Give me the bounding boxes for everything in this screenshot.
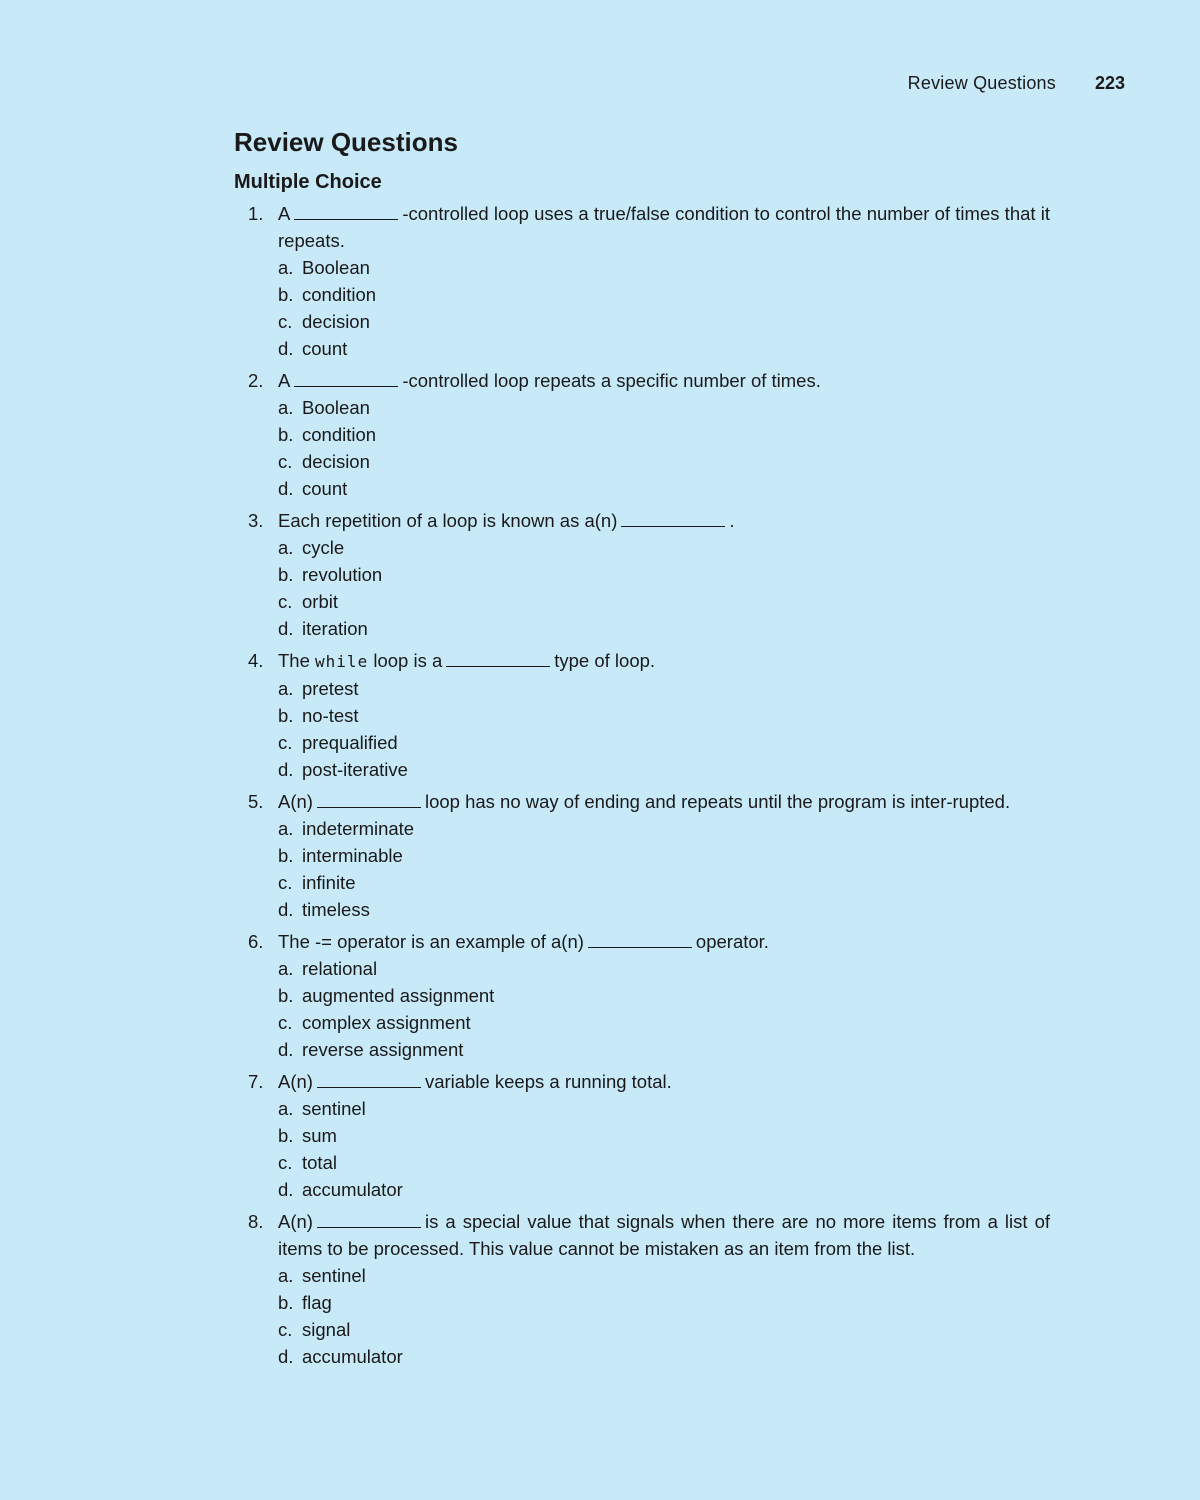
stem-text: -controlled loop uses a true/false condition to control the number of times that it repeats. <box>278 203 1050 251</box>
option-letter: b. <box>278 1125 294 1146</box>
stem-text: A(n) <box>278 1071 313 1092</box>
question-6 <box>234 928 1050 1063</box>
option-letter: b. <box>278 845 294 866</box>
option-letter: d. <box>278 618 294 639</box>
answer-blank <box>294 370 398 387</box>
option-item <box>278 1122 1050 1149</box>
option-text: sentinel <box>302 1265 366 1286</box>
option-item <box>278 281 1050 308</box>
option-item <box>278 475 1050 502</box>
option-text: total <box>302 1152 337 1173</box>
option-text: augmented assignment <box>302 985 495 1006</box>
question-number: 2. <box>248 370 264 391</box>
question-5 <box>234 788 1050 923</box>
option-item <box>278 1262 1050 1289</box>
option-item <box>278 308 1050 335</box>
question-1 <box>234 200 1050 362</box>
option-letter: a. <box>278 678 294 699</box>
option-letter: c. <box>278 451 293 472</box>
option-letter: d. <box>278 759 294 780</box>
option-letter: a. <box>278 257 294 278</box>
option-item <box>278 955 1050 982</box>
option-text: infinite <box>302 872 356 893</box>
question-number: 5. <box>248 791 264 812</box>
question-stem <box>278 200 1050 254</box>
question-stem <box>278 788 1050 815</box>
option-list <box>278 815 1050 923</box>
option-letter: d. <box>278 338 294 359</box>
option-text: relational <box>302 958 378 979</box>
stem-text: A <box>278 370 291 391</box>
question-2 <box>234 367 1050 502</box>
option-item <box>278 335 1050 362</box>
option-item <box>278 1149 1050 1176</box>
option-letter: b. <box>278 284 294 305</box>
question-number: 6. <box>248 931 264 952</box>
option-item <box>278 869 1050 896</box>
page-content <box>234 124 1050 1375</box>
question-number: 8. <box>248 1211 264 1232</box>
question-4 <box>234 647 1050 783</box>
option-letter: b. <box>278 564 294 585</box>
option-item <box>278 815 1050 842</box>
option-text: no-test <box>302 705 359 726</box>
option-item <box>278 254 1050 281</box>
option-item <box>278 1316 1050 1343</box>
option-item <box>278 1009 1050 1036</box>
option-item <box>278 1176 1050 1203</box>
stem-text: The <box>278 650 310 671</box>
stem-text: Each repetition of a loop is known as a(n) <box>278 510 618 531</box>
option-item <box>278 448 1050 475</box>
option-list <box>278 1095 1050 1203</box>
stem-text: operator. <box>695 931 769 952</box>
section-title: Review Questions <box>234 127 458 157</box>
option-list <box>278 1262 1050 1370</box>
answer-blank <box>446 650 550 667</box>
option-text: count <box>302 478 348 499</box>
code-keyword: while <box>315 652 369 671</box>
option-text: reverse assignment <box>302 1039 464 1060</box>
option-item <box>278 702 1050 729</box>
option-letter: d. <box>278 1179 294 1200</box>
question-number: 4. <box>248 650 264 671</box>
stem-text: -controlled loop repeats a specific number of times. <box>402 370 821 391</box>
stem-text: type of loop. <box>554 650 656 671</box>
option-item <box>278 534 1050 561</box>
option-text: complex assignment <box>302 1012 471 1033</box>
option-letter: c. <box>278 732 293 753</box>
question-stem <box>278 1068 1050 1095</box>
option-text: indeterminate <box>302 818 415 839</box>
question-8 <box>234 1208 1050 1370</box>
option-item <box>278 982 1050 1009</box>
question-stem <box>278 507 1050 534</box>
stem-text: loop has no way of ending and repeats until the program is inter-rupted. <box>424 791 1011 812</box>
page-number: 223 <box>1094 73 1125 93</box>
option-text: count <box>302 338 348 359</box>
option-letter: d. <box>278 1346 294 1367</box>
option-letter: b. <box>278 1292 294 1313</box>
option-text: accumulator <box>302 1346 403 1367</box>
option-text: Boolean <box>302 257 370 278</box>
option-text: sum <box>302 1125 337 1146</box>
question-stem <box>278 928 1050 955</box>
answer-blank <box>294 203 398 220</box>
question-number: 7. <box>248 1071 264 1092</box>
option-list <box>278 394 1050 502</box>
option-letter: c. <box>278 1152 293 1173</box>
option-list <box>278 675 1050 783</box>
stem-text: is a special value that signals when there are no more items from a list of items to be processed. This value cannot be mistaken as an item from the list. <box>278 1211 1050 1259</box>
option-letter: c. <box>278 311 293 332</box>
option-letter: c. <box>278 1012 293 1033</box>
subsection-title: Multiple Choice <box>234 171 382 193</box>
option-item <box>278 394 1050 421</box>
option-item <box>278 1289 1050 1316</box>
option-letter: b. <box>278 705 294 726</box>
option-item <box>278 615 1050 642</box>
option-text: revolution <box>302 564 383 585</box>
option-text: decision <box>302 311 370 332</box>
option-text: orbit <box>302 591 338 612</box>
option-item <box>278 1036 1050 1063</box>
option-item <box>278 421 1050 448</box>
question-number: 1. <box>248 203 264 224</box>
option-text: prequalified <box>302 732 398 753</box>
stem-text: A <box>278 203 291 224</box>
option-text: accumulator <box>302 1179 403 1200</box>
option-letter: b. <box>278 424 294 445</box>
option-text: cycle <box>302 537 345 558</box>
option-item <box>278 561 1050 588</box>
option-item <box>278 756 1050 783</box>
option-text: condition <box>302 424 377 445</box>
option-text: timeless <box>302 899 370 920</box>
answer-blank <box>317 791 421 808</box>
option-letter: a. <box>278 397 294 418</box>
stem-text: A(n) <box>278 1211 313 1232</box>
option-text: flag <box>302 1292 332 1313</box>
option-item <box>278 675 1050 702</box>
answer-blank <box>317 1211 421 1228</box>
stem-text: A(n) <box>278 791 313 812</box>
option-text: interminable <box>302 845 403 866</box>
option-text: iteration <box>302 618 368 639</box>
option-list <box>278 254 1050 362</box>
question-7 <box>234 1068 1050 1203</box>
option-list <box>278 534 1050 642</box>
option-letter: a. <box>278 1098 294 1119</box>
option-text: decision <box>302 451 370 472</box>
option-item <box>278 842 1050 869</box>
option-text: signal <box>302 1319 351 1340</box>
option-letter: c. <box>278 1319 293 1340</box>
running-head-title: Review Questions <box>907 73 1056 93</box>
option-letter: d. <box>278 1039 294 1060</box>
option-item <box>278 588 1050 615</box>
option-item <box>278 1095 1050 1122</box>
question-stem <box>278 647 1050 675</box>
option-letter: c. <box>278 872 293 893</box>
option-letter: d. <box>278 899 294 920</box>
option-list <box>278 955 1050 1063</box>
question-3 <box>234 507 1050 642</box>
option-letter: a. <box>278 1265 294 1286</box>
option-text: post-iterative <box>302 759 408 780</box>
running-head <box>0 72 1125 94</box>
option-text: Boolean <box>302 397 370 418</box>
option-letter: b. <box>278 985 294 1006</box>
option-item <box>278 1343 1050 1370</box>
option-letter: d. <box>278 478 294 499</box>
stem-text: The -= operator is an example of a(n) <box>278 931 584 952</box>
option-letter: a. <box>278 537 294 558</box>
option-item <box>278 896 1050 923</box>
stem-text: loop is a <box>373 650 443 671</box>
option-letter: c. <box>278 591 293 612</box>
stem-text: variable keeps a running total. <box>424 1071 672 1092</box>
answer-blank <box>317 1071 421 1088</box>
option-letter: a. <box>278 958 294 979</box>
option-item <box>278 729 1050 756</box>
question-stem <box>278 1208 1050 1262</box>
answer-blank <box>588 931 692 948</box>
option-text: condition <box>302 284 377 305</box>
option-text: pretest <box>302 678 359 699</box>
question-number: 3. <box>248 510 264 531</box>
answer-blank <box>621 510 725 527</box>
option-text: sentinel <box>302 1098 366 1119</box>
stem-text: . <box>729 510 735 531</box>
option-letter: a. <box>278 818 294 839</box>
question-stem <box>278 367 1050 394</box>
question-list <box>234 200 1050 1370</box>
